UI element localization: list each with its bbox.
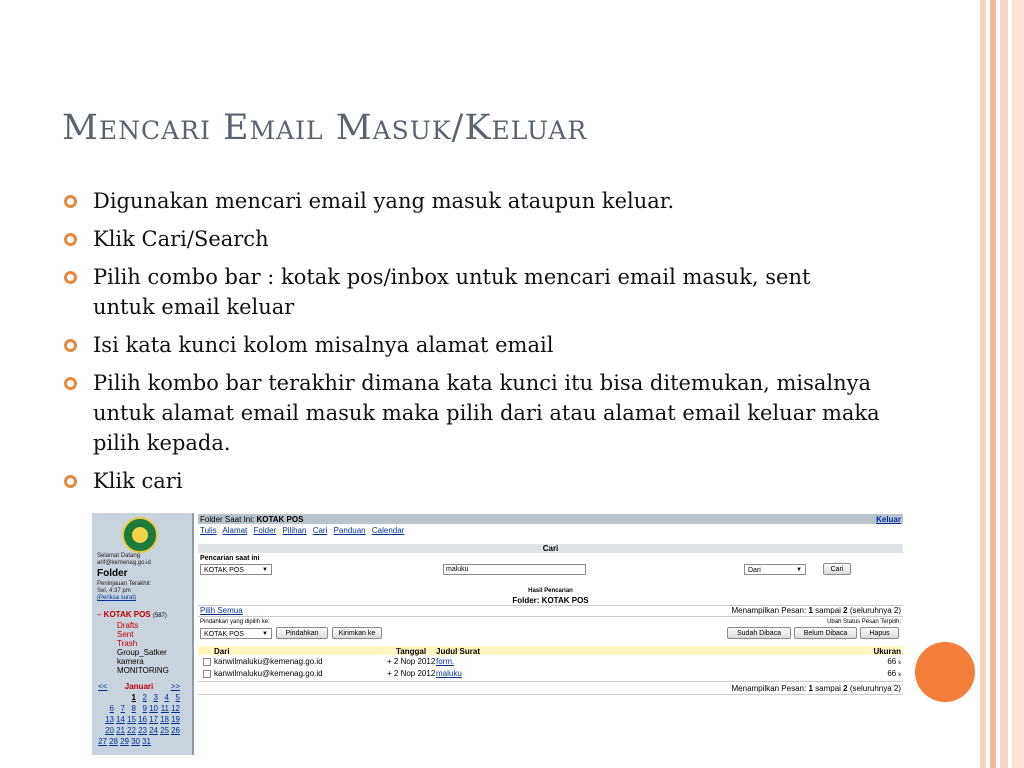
menu-cari[interactable]: Cari (312, 526, 328, 535)
calendar-day[interactable]: 13 (105, 715, 114, 724)
calendar-day[interactable]: 20 (105, 726, 114, 735)
calendar-day[interactable]: 23 (138, 726, 147, 735)
calendar-week (98, 715, 180, 724)
calendar-day[interactable]: 27 (98, 737, 107, 746)
current-folder-label: Folder Saat Ini: (200, 515, 255, 524)
table-header (198, 646, 903, 655)
menu-alamat[interactable]: Alamat (222, 526, 248, 535)
message-date: + 2 Nop 2012 (387, 669, 436, 678)
message-size-unit: k (898, 660, 901, 666)
calendar-day[interactable]: 26 (171, 726, 180, 735)
calendar-week (98, 704, 180, 713)
sidebar (92, 513, 194, 755)
logout-link[interactable]: Keluar (876, 515, 901, 524)
search-header-bar (198, 544, 903, 553)
menu-calendar[interactable]: Calendar (371, 526, 405, 535)
search-current-label: Pencarian saat ini (200, 555, 260, 562)
calendar-day[interactable]: 19 (171, 715, 180, 724)
current-folder (200, 515, 303, 524)
field-select[interactable] (744, 564, 806, 575)
bullet-icon (64, 271, 77, 284)
select-all-link[interactable]: Pilih Semua (200, 606, 243, 615)
showing-from: 1 (808, 606, 813, 615)
calendar-day[interactable]: 18 (160, 715, 169, 724)
bullet-text: Pilih kombo bar terakhir dimana kata kunci itu bisa ditemukan, misalnya untuk alamat email masuk maka pilih dari atau alamat email keluar maka pilih kepada. (93, 371, 880, 455)
menu-panduan[interactable]: Panduan (333, 526, 366, 535)
results-folder: Folder: KOTAK POS (512, 596, 589, 605)
calendar-day[interactable]: 6 (109, 704, 114, 713)
menu-tulis[interactable]: Tulis (200, 526, 217, 535)
calendar-day[interactable]: 22 (127, 726, 136, 735)
message-size (887, 669, 901, 678)
decorative-stripes (980, 0, 1024, 768)
bullet-icon (64, 339, 77, 352)
calendar-day[interactable]: 8 (131, 704, 136, 713)
logo-emblem (132, 527, 148, 543)
message-from: kanwilmaluku@kemenag.go.id (214, 669, 323, 678)
move-label: Pindahkan yang dipilih ke: (200, 619, 270, 625)
calendar-day[interactable]: 5 (175, 693, 180, 702)
bullet-item (62, 186, 892, 216)
calendar-day[interactable]: 16 (138, 715, 147, 724)
message-date-value: 2 Nop 2012 (393, 657, 436, 666)
last-check-time: Sel, 4:37 pm (97, 588, 131, 594)
calendar-day[interactable]: 17 (149, 715, 158, 724)
calendar-day[interactable]: 15 (127, 715, 136, 724)
main-panel (198, 513, 903, 755)
folder-item-drafts[interactable]: Drafts (117, 621, 139, 630)
calendar-day[interactable]: 1 (131, 693, 136, 702)
calendar-next-link[interactable]: >> (170, 682, 180, 691)
calendar-day[interactable]: 2 (142, 693, 147, 702)
bullet-list (62, 186, 892, 504)
kemenag-logo (122, 517, 158, 553)
stripe (1012, 0, 1024, 768)
message-from: kanwilmaluku@kemenag.go.id (214, 657, 323, 666)
bullet-icon (64, 475, 77, 488)
calendar-week (98, 726, 180, 735)
folder-bar (198, 514, 903, 524)
move-select[interactable] (200, 628, 272, 639)
move-button[interactable]: Pindahkan (276, 627, 328, 639)
check-mail-link[interactable]: (Periksa surat) (97, 595, 137, 601)
message-size-value: 66 (887, 669, 897, 678)
showing-count (732, 606, 902, 615)
calendar-header (98, 682, 180, 691)
field-select-value: Dari (748, 567, 761, 574)
folder-item-group-satker[interactable]: Group_Satker (117, 648, 167, 657)
message-size-unit: k (898, 672, 901, 678)
bullet-text: Isi kata kunci kolom misalnya alamat email (93, 333, 554, 357)
calendar-day[interactable]: 21 (116, 726, 125, 735)
mark-unread-button[interactable]: Belum Dibaca (794, 627, 857, 639)
divider (198, 616, 903, 617)
search-header: Cari (542, 544, 559, 553)
message-size-value: 66 (887, 657, 897, 666)
results-title: Hasil Pencarian (528, 588, 573, 594)
divider (198, 681, 903, 682)
mini-calendar (98, 682, 180, 746)
greeting: Selamat Datang (97, 553, 141, 559)
table-row[interactable] (198, 668, 903, 678)
message-size (887, 657, 901, 666)
column-size[interactable]: Ukuran (873, 647, 901, 656)
showing-mid: sampai (815, 606, 841, 615)
calendar-day[interactable]: 29 (120, 737, 129, 746)
folder-list (97, 610, 169, 675)
folder-select[interactable] (200, 564, 272, 575)
calendar-day[interactable]: 12 (171, 704, 180, 713)
delete-button[interactable]: Hapus (860, 627, 899, 639)
bullet-text: Klik Cari/Search (93, 227, 269, 251)
forward-button[interactable]: Kirimkan ke (332, 627, 382, 639)
showing-suffix: (seluruhnya 2) (849, 684, 901, 693)
column-date[interactable]: Tanggal (396, 647, 427, 656)
showing-to: 2 (843, 606, 848, 615)
bullet-icon (64, 233, 77, 246)
bullet-item (62, 368, 893, 458)
stripe (980, 0, 986, 768)
menu-folder[interactable]: Folder (253, 526, 277, 535)
inbox-count: (587) (152, 613, 167, 619)
folder-item-inbox[interactable]: – KOTAK POS (587) (97, 610, 167, 619)
bullet-item (62, 224, 892, 254)
stripe (990, 0, 996, 768)
last-check-label: Peninjauan Terakhir: (97, 581, 152, 587)
calendar-day[interactable]: 30 (131, 737, 140, 746)
message-subject-link[interactable]: form. (436, 657, 455, 666)
showing-from: 1 (808, 684, 813, 693)
stripe (1000, 0, 1008, 768)
calendar-day[interactable]: 9 (142, 704, 147, 713)
calendar-day[interactable]: 7 (120, 704, 125, 713)
calendar-day[interactable]: 14 (116, 715, 125, 724)
showing-prefix: Menampilkan Pesan: (731, 606, 807, 615)
bullet-item (62, 262, 853, 322)
status-label: Ubah Status Pesan Terpilih: (827, 619, 901, 625)
calendar-day[interactable]: 4 (164, 693, 169, 702)
dropdown-arrow-icon: ▼ (262, 631, 268, 637)
showing-count-bottom (732, 684, 902, 693)
calendar-day[interactable]: 3 (153, 693, 158, 702)
move-select-value: KOTAK POS (204, 631, 244, 638)
showing-to: 2 (843, 684, 848, 693)
calendar-day[interactable]: 28 (109, 737, 118, 746)
bullet-icon (64, 377, 77, 390)
folder-select-value: KOTAK POS (204, 567, 244, 574)
folder-heading: Folder (97, 568, 128, 579)
folder-item-trash[interactable]: Trash (117, 639, 138, 648)
message-date: + 2 Nop 2012 (387, 657, 436, 666)
showing-mid: sampai (815, 684, 841, 693)
calendar-week (98, 737, 180, 746)
divider (198, 694, 903, 695)
mark-read-button[interactable]: Sudah Dibaca (727, 627, 791, 639)
showing-suffix: (seluruhnya 2) (849, 606, 901, 615)
dropdown-arrow-icon: ▼ (796, 567, 802, 573)
search-keyword-input[interactable]: maluku (443, 564, 586, 575)
bullet-text: Pilih combo bar : kotak pos/inbox untuk mencari email masuk, sent untuk email keluar (93, 265, 811, 319)
column-subject[interactable]: Judul Surat (436, 647, 481, 656)
folder-label: KOTAK POS (103, 610, 151, 619)
search-button[interactable]: Cari (823, 563, 851, 575)
calendar-week (98, 693, 180, 702)
slide-title: Mencari Email Masuk/Keluar (62, 108, 588, 148)
calendar-prev-link[interactable]: << (98, 682, 108, 691)
row-checkbox[interactable] (203, 670, 211, 678)
top-menu (200, 526, 408, 535)
calendar-day[interactable]: 10 (149, 704, 158, 713)
webmail-screenshot (92, 513, 903, 755)
folder-item-sent[interactable]: Sent (117, 630, 134, 639)
calendar-day[interactable]: 25 (160, 726, 169, 735)
user-email: arif@kemenag.go.id (97, 560, 151, 566)
table-row[interactable] (198, 656, 903, 666)
decorative-circle (915, 642, 975, 702)
message-subject-link[interactable]: maluku (436, 669, 462, 678)
dropdown-arrow-icon: ▼ (262, 567, 268, 573)
column-from[interactable]: Dari (214, 647, 230, 656)
calendar-day[interactable]: 31 (142, 737, 151, 746)
row-checkbox[interactable] (203, 658, 211, 666)
bullet-item (62, 330, 892, 360)
folder-item-kamera[interactable]: kamera (117, 657, 144, 666)
menu-pilihan[interactable]: Pilihan (282, 526, 307, 535)
calendar-day[interactable]: 24 (149, 726, 158, 735)
current-folder-name: KOTAK POS (256, 515, 304, 524)
folder-item-monitoring[interactable]: MONITORING (117, 666, 169, 675)
showing-prefix: Menampilkan Pesan: (731, 684, 807, 693)
bullet-text: Klik cari (93, 469, 183, 493)
message-date-value: 2 Nop 2012 (393, 669, 436, 678)
bullet-icon (64, 195, 77, 208)
bullet-item (62, 466, 892, 496)
bullet-text: Digunakan mencari email yang masuk ataupun keluar. (93, 189, 675, 213)
calendar-day[interactable]: 11 (160, 704, 169, 713)
calendar-month: Januari (124, 682, 154, 691)
